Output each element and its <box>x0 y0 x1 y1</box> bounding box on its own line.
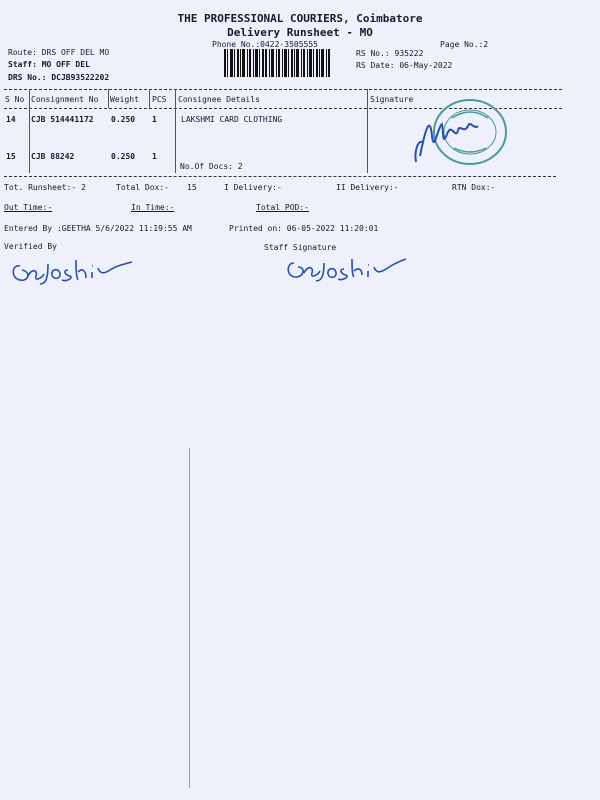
table-row-pcs: 1 <box>152 152 157 161</box>
table-row-pcs: 1 <box>152 115 157 124</box>
no-of-docs: No.Of Docs: 2 <box>180 162 243 171</box>
verified-by-signature <box>6 248 134 288</box>
column-divider <box>108 89 109 108</box>
printed-on: Printed on: 06-05-2022 11:20:01 <box>229 224 379 233</box>
column-header-sno: S No <box>5 95 25 104</box>
phone-number: Phone No.:0422-3505555 <box>212 40 318 49</box>
first-delivery: I Delivery:- <box>224 183 282 192</box>
table-bottom-divider <box>4 176 556 177</box>
total-dox-label: Total Dox:- <box>116 183 169 192</box>
entered-by: Entered By :GEETHA 5/6/2022 11:19:55 AM <box>4 224 192 233</box>
rubber-stamp <box>408 96 512 176</box>
column-divider <box>175 89 176 173</box>
staff: Staff: MO OFF DEL <box>8 60 90 69</box>
route: Route: DRS OFF DEL MO <box>8 48 110 57</box>
staff-signature-label: Staff Signature <box>264 243 337 252</box>
column-divider <box>149 89 150 108</box>
table-row-consignment: CJB 514441172 <box>31 115 94 124</box>
staff-signature <box>284 249 408 285</box>
table-row-weight: 0.250 <box>111 115 136 124</box>
page-number: Page No.:2 <box>440 40 489 49</box>
barcode-image <box>224 49 330 77</box>
rtn-dox: RTN Dox:- <box>452 183 496 192</box>
document-title: Delivery Runsheet - MO <box>227 26 373 39</box>
column-header-signature: Signature <box>370 95 414 104</box>
drs-number: DRS No.: DCJB93522202 <box>8 73 110 82</box>
column-divider <box>367 89 368 173</box>
paper-crease <box>189 448 190 788</box>
total-pod: Total POD:- <box>256 203 309 212</box>
total-dox-value: 15 <box>187 183 197 192</box>
column-header-consignee: Consignee Details <box>178 95 260 104</box>
verified-by-label: Verified By <box>4 242 57 251</box>
table-row-sno: 15 <box>6 152 16 161</box>
out-time: Out Time:- <box>4 203 53 212</box>
table-row-sno: 14 <box>6 115 16 124</box>
in-time: In Time:- <box>131 203 175 212</box>
table-row-consignee: LAKSHMI CARD CLOTHING <box>181 115 283 124</box>
table-row-weight: 0.250 <box>111 152 136 161</box>
company-name: THE PROFESSIONAL COURIERS, Coimbatore <box>177 12 423 25</box>
total-runsheet: Tot. Runsheet:- 2 <box>4 183 86 192</box>
column-header-consignment: Consignment No <box>31 95 99 104</box>
column-divider <box>29 89 30 173</box>
column-header-pcs: PCS <box>152 95 167 104</box>
table-top-divider <box>4 89 562 90</box>
second-delivery: II Delivery:- <box>336 183 399 192</box>
table-row-consignment: CJB 88242 <box>31 152 75 161</box>
rs-number: RS No.: 935222 <box>356 49 424 58</box>
rs-date: RS Date: 06-May-2022 <box>356 61 453 70</box>
column-header-weight: Weight <box>110 95 139 104</box>
